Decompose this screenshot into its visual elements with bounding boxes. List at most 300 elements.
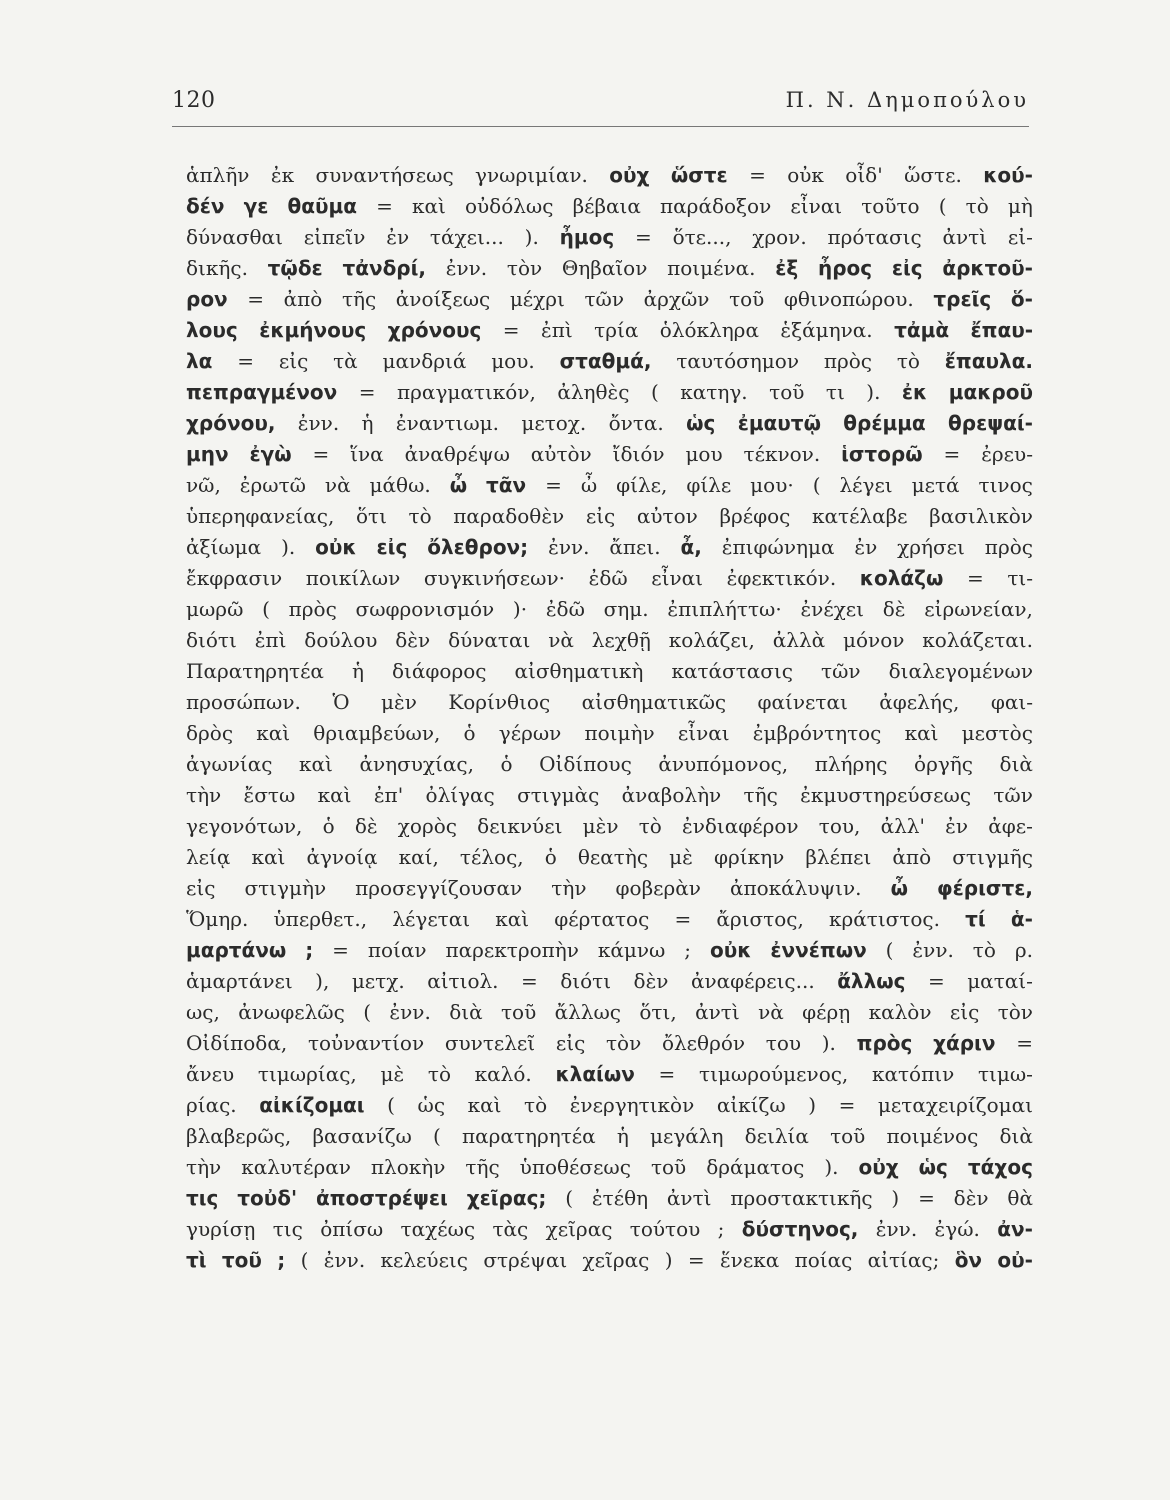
lemma-word: μαρτάνω (186, 938, 287, 962)
lemma-word: ἦρος (817, 256, 873, 280)
word: λέγει (839, 473, 893, 497)
word: τιμω- (977, 1062, 1033, 1086)
word: δεικνύει (477, 814, 563, 838)
text-line (186, 532, 1033, 563)
word: τέκνον. (743, 442, 821, 466)
word: Ὁ (332, 690, 350, 714)
word: δρὸς (186, 721, 234, 745)
word: τῆς (465, 1155, 500, 1179)
word: φέρτατος (554, 907, 650, 931)
word: δράματος (706, 1155, 805, 1179)
lemma-word: ἐκ (901, 380, 928, 404)
word: ἐδῶ (545, 597, 585, 621)
text-line (186, 160, 1033, 191)
page-header (172, 88, 1029, 122)
word: τὸν (605, 1031, 642, 1055)
word: ὁ (322, 814, 335, 838)
word: ἐπιπλήττω· (667, 597, 782, 621)
text-line (186, 811, 1033, 842)
text-line (186, 222, 1033, 253)
word: ὀπίσω (320, 1217, 384, 1241)
word: τὴν (551, 876, 587, 900)
word: διάφορος (392, 659, 487, 683)
lemma-word: οὐκ (709, 938, 752, 962)
lemma-word: χρόνου, (186, 411, 276, 435)
running-head: Π. Ν. Δημοπούλου (785, 88, 1029, 112)
word: μόνον (843, 628, 905, 652)
word: ; (717, 1217, 725, 1241)
word: ( (885, 938, 894, 962)
word: λέγεται (392, 907, 471, 931)
word: τούτου (629, 1217, 701, 1241)
word: τὸ (965, 194, 989, 218)
word: βρέφος (719, 504, 791, 528)
text-line (186, 594, 1033, 625)
lemma-word: τῷδε (267, 256, 323, 280)
word: εἰς (585, 504, 616, 528)
word: ἀλλ' (880, 814, 925, 838)
word: χρήσει (897, 535, 965, 559)
lemma-word: ὃν (954, 1248, 983, 1272)
word: τι- (1007, 566, 1033, 590)
word: ἀφελής, (879, 690, 960, 714)
word: θὰ (1007, 1186, 1033, 1210)
word: ἀγνοίᾳ (306, 845, 378, 869)
word: ἀνοίξεως (395, 287, 491, 311)
word: τι (825, 380, 845, 404)
lemma-word: τἀμὰ (894, 318, 950, 342)
word: ταυτόσημον (676, 349, 799, 373)
word: ἐνδιαφέρον (681, 814, 799, 838)
word: σημ. (603, 597, 649, 621)
word: κατέλαβε (812, 504, 908, 528)
word: βλαβερῶς, (186, 1124, 292, 1148)
text-line (186, 873, 1033, 904)
text-line (186, 656, 1033, 687)
word: καλυτέραν (241, 1155, 351, 1179)
lemma-word: ὥστε (670, 163, 728, 187)
word: γνωριμίαν. (475, 163, 588, 187)
word: ( (387, 1093, 395, 1117)
word: δὲν (395, 628, 431, 652)
text-line (186, 284, 1033, 315)
word: μετά (911, 473, 960, 497)
word: ρίας. (186, 1093, 237, 1117)
word: ὑπερθετ., (273, 907, 368, 931)
word: ) (808, 1093, 817, 1117)
word: ἐν (386, 225, 410, 249)
word: στιγμὴν (244, 876, 327, 900)
text-line (186, 315, 1033, 346)
word: τὸ (524, 1093, 548, 1117)
word: ἀποκάλυψιν. (729, 876, 862, 900)
word: τέλος, (459, 845, 524, 869)
lemma-word: κού- (983, 163, 1033, 187)
lemma-word: ὦ (449, 473, 468, 497)
word: ὅτι (355, 504, 387, 528)
word: μου· (750, 473, 794, 497)
word: μεγάλη (649, 1124, 724, 1148)
word: κατόπιν (871, 1062, 955, 1086)
word: ἐνν. (912, 938, 954, 962)
word: = (1016, 1031, 1033, 1055)
word: τὸν (506, 256, 543, 280)
word: ἐτέθη (591, 1186, 649, 1210)
word: στρέψαι (483, 1248, 568, 1272)
word: προστακτικῆς (730, 1186, 873, 1210)
word: ποικίλων (305, 566, 401, 590)
word: καὶ (256, 721, 291, 745)
lemma-word: ὡς (918, 1155, 948, 1179)
word: τοῦ (729, 287, 765, 311)
word: Ὅμηρ. (186, 907, 249, 931)
word: ἐδῶ (588, 566, 628, 590)
word: ὁ (500, 752, 513, 776)
word: ἁπλῆν (186, 163, 250, 187)
word: ἔκφρασιν (186, 566, 283, 590)
word: ὦ (580, 473, 598, 497)
word: ἐφεκτικόν. (726, 566, 837, 590)
word: εἰς (278, 349, 309, 373)
word: ἄριστος, (716, 907, 804, 931)
word: καὶ (317, 783, 352, 807)
word: ἐκμυστηρεύσεως (800, 783, 972, 807)
text-line (186, 377, 1033, 408)
text-line (186, 1028, 1033, 1059)
word: αἰσθηματικῶς (581, 690, 727, 714)
word: εἰς (949, 1000, 980, 1024)
word: του (765, 1031, 802, 1055)
word: ἐπὶ (541, 318, 573, 342)
lemma-word: ἱστορῶ (841, 442, 923, 466)
word: ἐπιφώνημα (721, 535, 835, 559)
lemma-word: χεῖρας; (466, 1186, 547, 1210)
lemma-word: κολάζω (859, 566, 944, 590)
word: γέρων (498, 721, 562, 745)
word: μου (685, 442, 723, 466)
word: αἰτιολ. (427, 969, 499, 993)
word: ). (821, 1031, 836, 1055)
word: εἰ- (1007, 225, 1033, 249)
lemma-word: μακροῦ (948, 380, 1033, 404)
word: διὰ (449, 1000, 483, 1024)
word: κάμνω (597, 938, 666, 962)
word: = (332, 938, 349, 962)
word: ). (281, 535, 296, 559)
lemma-word: θρέμμα (843, 411, 926, 435)
word: = (635, 225, 652, 249)
word: ἡ (616, 1124, 629, 1148)
word: τοὐναντίον (307, 1031, 425, 1055)
word: χεῖρας (545, 1217, 613, 1241)
word: χρον. (752, 225, 807, 249)
word: δύνασθαι (186, 225, 283, 249)
lemma-word: ἐκμήνους (259, 318, 367, 342)
text-line (186, 625, 1033, 656)
text-line (186, 718, 1033, 749)
word: φίλε (686, 473, 732, 497)
word: ἐνν. (875, 1217, 918, 1241)
word: ποίας (794, 1248, 853, 1272)
word: ), (315, 969, 330, 993)
lemma-word: τρεῖς (933, 287, 992, 311)
word: = (687, 1248, 705, 1272)
word: τοῦ (830, 1124, 866, 1148)
word: ἑξάμηνα. (780, 318, 873, 342)
word: πραγματικόν, (397, 380, 536, 404)
word: τοῦ (500, 1000, 537, 1024)
word: δὲν (633, 969, 669, 993)
lemma-word: δέν (186, 194, 225, 218)
word: τὸ (408, 504, 432, 528)
word: νὰ (324, 473, 351, 497)
word: οὐκ (787, 163, 824, 187)
text-line (186, 470, 1033, 501)
word: ἀφε- (988, 814, 1033, 838)
word: τὸν (997, 1000, 1033, 1024)
word: Παρατηρητέα (186, 659, 324, 683)
word: κατάστασις (671, 659, 793, 683)
word: φοβερὰν (615, 876, 701, 900)
word: πρότασις (827, 225, 922, 249)
word: τὸ (638, 814, 662, 838)
word: ἀγωνίας (186, 752, 273, 776)
word: κολάζει, (668, 628, 755, 652)
word: νὰ (548, 628, 574, 652)
word: συναντήσεως (315, 163, 454, 187)
lemma-word: κλαίων (555, 1062, 635, 1086)
lemma-word: λα (186, 349, 213, 373)
lemma-word: ἀρκτοῦ- (942, 256, 1033, 280)
word: μὲ (669, 845, 693, 869)
word: στιγμὰς (517, 783, 600, 807)
word: ἄλλως (554, 1000, 621, 1024)
word: πρὸς (984, 535, 1033, 559)
word: θεατὴς (577, 845, 649, 869)
word: παράδοξον (660, 194, 772, 218)
text-line (186, 439, 1033, 470)
word: βασανίζω (312, 1124, 412, 1148)
word: ποιμὴν (584, 721, 655, 745)
lemma-word: ἀν- (997, 1217, 1033, 1241)
word: καλὸν (868, 1000, 932, 1024)
word: ἐνν. (445, 256, 488, 280)
word: τάχει... (429, 225, 504, 249)
word: ποιμένα. (667, 256, 756, 280)
word: δὲ (882, 597, 906, 621)
word: ἐνν. (548, 535, 590, 559)
word: του, (818, 814, 861, 838)
word: τὴν (186, 783, 222, 807)
text-line (186, 191, 1033, 222)
word: ἀνησυχίας, (359, 752, 474, 776)
word: αὐτον (636, 504, 698, 528)
word: φέρῃ (802, 1000, 851, 1024)
text-line (186, 408, 1033, 439)
word: ὄντα. (608, 411, 664, 435)
word: τὰ (333, 349, 358, 373)
word: γεγονότων, (186, 814, 303, 838)
word: εἶναι (677, 721, 730, 745)
word: οὐδόλως (464, 194, 554, 218)
word: ἐνν. (389, 1000, 431, 1024)
word: ( (812, 473, 821, 497)
word: βλέπει (805, 845, 872, 869)
word: ἀνωφελῶς (238, 1000, 345, 1024)
word: ). (824, 1155, 839, 1179)
word: ως, (186, 1000, 220, 1024)
lemma-word: ρον (186, 287, 228, 311)
text-line (186, 935, 1033, 966)
lemma-word: λους (186, 318, 238, 342)
lemma-word: ἀποστρέψει (315, 1186, 448, 1210)
lemma-word: ὄλεθρον; (427, 535, 529, 559)
lemma-word: χρόνους (387, 318, 482, 342)
word: ἀντὶ (942, 225, 988, 249)
word: τοῦτο (861, 194, 920, 218)
lemma-word: ἄλλως (837, 969, 906, 993)
word: διότι (560, 969, 612, 993)
text-line (186, 966, 1033, 997)
word: ὁ (544, 845, 557, 869)
lemma-word: οὐχ (609, 163, 650, 187)
word: σωφρονισμόν (355, 597, 495, 621)
word: ἔστω (243, 783, 296, 807)
word: μανδριά (382, 349, 467, 373)
word: ἡ (351, 659, 364, 683)
lemma-word: ἔπαυ- (970, 318, 1033, 342)
word: συγκινήσεων· (423, 566, 565, 590)
word: ἐν (854, 535, 878, 559)
word: = (918, 1186, 935, 1210)
word: μετχ. (351, 969, 405, 993)
word: τῆς (341, 287, 377, 311)
word: εἰς (186, 876, 216, 900)
word: ( (565, 1186, 574, 1210)
word: ἀντὶ (666, 1186, 712, 1210)
word: ἐμβρόντητος (752, 721, 882, 745)
word: ἕνεκα (719, 1248, 780, 1272)
lemma-word: σταθμά, (559, 349, 652, 373)
word: ρ. (1014, 938, 1033, 962)
word: = (943, 442, 961, 466)
word: ἀναθρέψω (404, 442, 510, 466)
word: τις (272, 1217, 303, 1241)
word: αὐτὸν (530, 442, 592, 466)
word: πλήρης (814, 752, 888, 776)
word: δειλία (744, 1124, 809, 1148)
word: αἰτίας; (867, 1248, 940, 1272)
lemma-word: ἦμος (559, 225, 615, 249)
text-line (186, 749, 1033, 780)
word: δὲ (354, 814, 378, 838)
lemma-word: τοῦ (221, 1248, 262, 1272)
lemma-word: οὐχ (858, 1155, 899, 1179)
word: ). (866, 380, 881, 404)
word: εἰπεῖν (303, 225, 366, 249)
word: ὀργῆς (914, 752, 973, 776)
word: κελεύεις (380, 1248, 468, 1272)
word: θριαμβεύων, (313, 721, 441, 745)
text-line (186, 687, 1033, 718)
lemma-word: ἐγὼ (249, 442, 292, 466)
lemma-word: ἁ- (1010, 907, 1033, 931)
word: δικῆς. (186, 256, 248, 280)
word: ἐν (945, 814, 969, 838)
word: ἐκ (270, 163, 295, 187)
word: ὑπερηφανείας, (186, 504, 335, 528)
word: ὑποθέσεως (519, 1155, 631, 1179)
word: νῶ, (186, 473, 221, 497)
word: τῶν (993, 783, 1033, 807)
word: τὰς (492, 1217, 529, 1241)
word: λείᾳ (186, 845, 231, 869)
word: καὶ (467, 1093, 502, 1117)
word: κράτιστος. (829, 907, 940, 931)
word: ἐνεργητικὸν (569, 1093, 695, 1117)
word: διότι (186, 628, 237, 652)
word: ὥστε. (904, 163, 962, 187)
word: τοῦ (769, 380, 805, 404)
word: δὲν (953, 1186, 989, 1210)
word: διὰ (999, 1124, 1033, 1148)
lemma-word: ; (305, 938, 314, 962)
word: ἀληθὲς (557, 380, 630, 404)
word: τῶν (821, 659, 861, 683)
word: φαίνεται (757, 690, 848, 714)
word: μὲν (582, 814, 619, 838)
word: ποίαν (367, 938, 427, 962)
word: πρὸς (288, 597, 337, 621)
word: γυρίσῃ (186, 1217, 256, 1241)
lemma-word: οὐκ (315, 535, 357, 559)
word: = (312, 442, 330, 466)
word: = (502, 318, 520, 342)
text-line (186, 501, 1033, 532)
word: πλοκὴν (370, 1155, 446, 1179)
lemma-word: τἀνδρί, (342, 256, 427, 280)
word: διαλεγομένων (888, 659, 1033, 683)
word: εἶναι (790, 194, 843, 218)
word: ( (363, 1000, 371, 1024)
word: καί, (398, 845, 439, 869)
word: ( (300, 1248, 309, 1272)
word: ὡς (417, 1093, 446, 1117)
text-line (186, 563, 1033, 594)
word: μεταχειρίζομαι (877, 1093, 1033, 1117)
word: μου. (491, 349, 535, 373)
word: μωρῶ (186, 597, 244, 621)
word: μεστὸς (961, 721, 1033, 745)
word: φθινοπώρου. (783, 287, 914, 311)
word: προσεγγίζουσαν (355, 876, 523, 900)
word: τὸ (972, 938, 996, 962)
lemma-word: ὡς (686, 411, 716, 435)
text-line (186, 904, 1033, 935)
word: ἀναβολὴν (621, 783, 722, 807)
lemma-word: ; (277, 1248, 286, 1272)
lemma-word: ἐμαυτῷ (737, 411, 821, 435)
word: = (838, 1093, 856, 1117)
word: καὶ (299, 752, 333, 776)
word: = (674, 907, 692, 931)
word: ἀπὸ (892, 845, 932, 869)
text-line (186, 780, 1033, 811)
word: ὁλόκληρα (659, 318, 759, 342)
word: τοῦ (650, 1155, 687, 1179)
word: δύναται (448, 628, 531, 652)
lemma-word: θαῦμα (287, 194, 357, 218)
